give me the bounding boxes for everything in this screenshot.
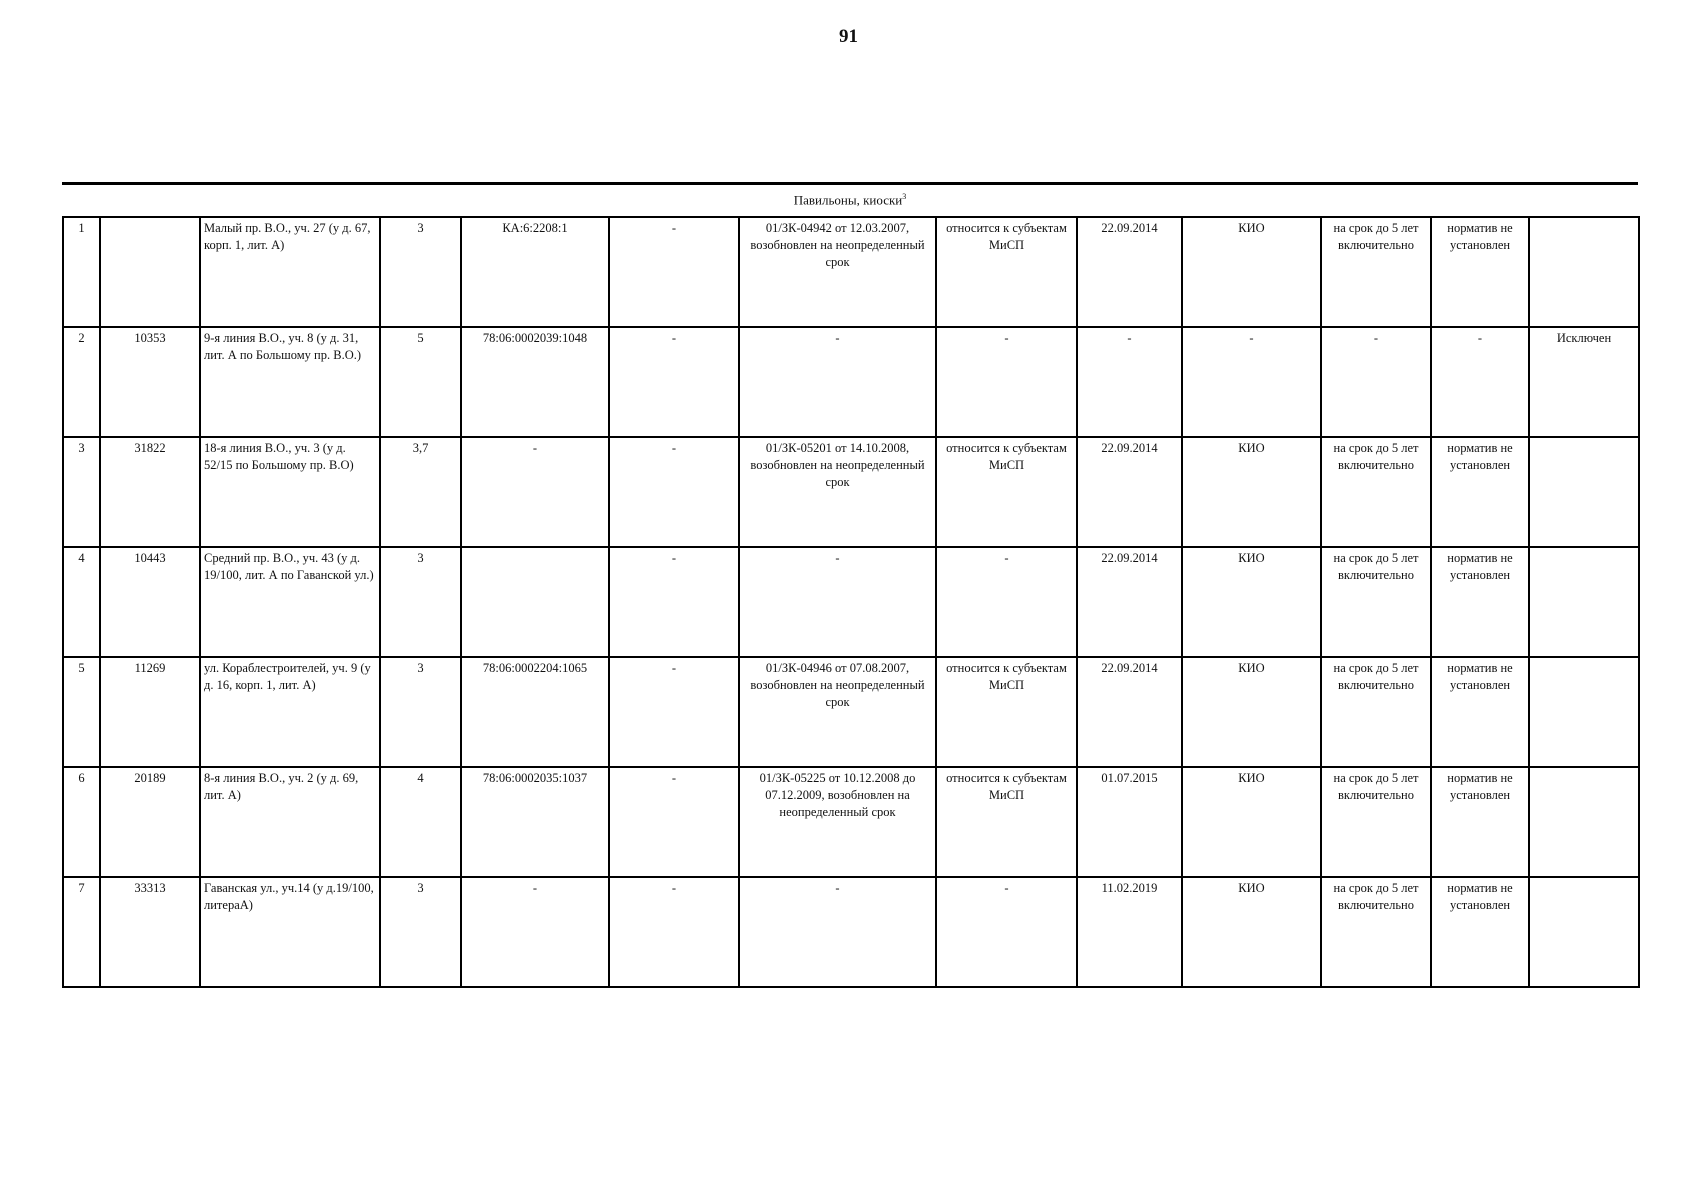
row-number-cell: 5 bbox=[63, 657, 100, 767]
cadastral-number-cell: 78:06:0002039:1048 bbox=[461, 327, 609, 437]
row-number-cell: 2 bbox=[63, 327, 100, 437]
term-cell: на срок до 5 лет включительно bbox=[1321, 767, 1431, 877]
norm-cell: норматив не установлен bbox=[1431, 877, 1529, 987]
address-cell: 9-я линия В.О., уч. 8 (у д. 31, лит. А по Большому пр. В.О.) bbox=[200, 327, 380, 437]
msp-status-cell: - bbox=[936, 327, 1077, 437]
address-cell: ул. Кораблестроителей, уч. 9 (у д. 16, корп. 1, лит. А) bbox=[200, 657, 380, 767]
contract-cell: 01/ЗК-05225 от 10.12.2008 до 07.12.2009, возобновлен на неопределенный срок bbox=[739, 767, 936, 877]
row-number-cell: 3 bbox=[63, 437, 100, 547]
address-cell: 8-я линия В.О., уч. 2 (у д. 69, лит. А) bbox=[200, 767, 380, 877]
page-number: 91 bbox=[839, 26, 858, 47]
norm-cell: норматив не установлен bbox=[1431, 657, 1529, 767]
section-title bbox=[62, 192, 1638, 208]
table-row bbox=[63, 657, 1639, 767]
msp-status-cell: относится к субъектам МиСП bbox=[936, 767, 1077, 877]
norm-cell: норматив не установлен bbox=[1431, 437, 1529, 547]
section-title-footnote: 3 bbox=[902, 192, 907, 201]
authority-cell: КИО bbox=[1182, 437, 1321, 547]
contract-cell: - bbox=[739, 547, 936, 657]
term-cell: на срок до 5 лет включительно bbox=[1321, 217, 1431, 327]
address-cell: Средний пр. В.О., уч. 43 (у д. 19/100, лит. А по Гаванской ул.) bbox=[200, 547, 380, 657]
msp-status-cell: относится к субъектам МиСП bbox=[936, 657, 1077, 767]
note-cell bbox=[1529, 877, 1639, 987]
inclusion-date-cell: 01.07.2015 bbox=[1077, 767, 1182, 877]
registry-id-cell: 33313 bbox=[100, 877, 200, 987]
norm-cell: - bbox=[1431, 327, 1529, 437]
note-cell: Исключен bbox=[1529, 327, 1639, 437]
table-row bbox=[63, 547, 1639, 657]
address-cell: Малый пр. В.О., уч. 27 (у д. 67, корп. 1, лит. А) bbox=[200, 217, 380, 327]
msp-status-cell: относится к субъектам МиСП bbox=[936, 437, 1077, 547]
area-cell: 3 bbox=[380, 217, 461, 327]
note-cell bbox=[1529, 657, 1639, 767]
registry-id-cell: 20189 bbox=[100, 767, 200, 877]
extra-cell: - bbox=[609, 327, 739, 437]
authority-cell: КИО bbox=[1182, 217, 1321, 327]
contract-cell: 01/ЗК-04946 от 07.08.2007, возобновлен на неопределенный срок bbox=[739, 657, 936, 767]
term-cell: - bbox=[1321, 327, 1431, 437]
section-title-text: Павильоны, киоски bbox=[793, 192, 903, 208]
note-cell bbox=[1529, 217, 1639, 327]
table-row bbox=[63, 877, 1639, 987]
msp-status-cell: - bbox=[936, 547, 1077, 657]
extra-cell: - bbox=[609, 437, 739, 547]
registry-id-cell: 11269 bbox=[100, 657, 200, 767]
inclusion-date-cell: - bbox=[1077, 327, 1182, 437]
term-cell: на срок до 5 лет включительно bbox=[1321, 877, 1431, 987]
note-cell bbox=[1529, 437, 1639, 547]
inclusion-date-cell: 22.09.2014 bbox=[1077, 437, 1182, 547]
cadastral-number-cell: КА:6:2208:1 bbox=[461, 217, 609, 327]
area-cell: 5 bbox=[380, 327, 461, 437]
table-row bbox=[63, 327, 1639, 437]
term-cell: на срок до 5 лет включительно bbox=[1321, 657, 1431, 767]
authority-cell: - bbox=[1182, 327, 1321, 437]
cadastral-number-cell bbox=[461, 547, 609, 657]
cadastral-number-cell: 78:06:0002204:1065 bbox=[461, 657, 609, 767]
table-row bbox=[63, 437, 1639, 547]
extra-cell: - bbox=[609, 547, 739, 657]
extra-cell: - bbox=[609, 767, 739, 877]
inclusion-date-cell: 22.09.2014 bbox=[1077, 217, 1182, 327]
cadastral-number-cell: 78:06:0002035:1037 bbox=[461, 767, 609, 877]
registry-id-cell bbox=[100, 217, 200, 327]
extra-cell: - bbox=[609, 877, 739, 987]
authority-cell: КИО bbox=[1182, 767, 1321, 877]
address-cell: Гаванская ул., уч.14 (у д.19/100, литераА) bbox=[200, 877, 380, 987]
row-number-cell: 7 bbox=[63, 877, 100, 987]
row-number-cell: 4 bbox=[63, 547, 100, 657]
msp-status-cell: - bbox=[936, 877, 1077, 987]
address-cell: 18-я линия В.О., уч. 3 (у д. 52/15 по Большому пр. В.О) bbox=[200, 437, 380, 547]
header-divider bbox=[62, 182, 1638, 185]
inclusion-date-cell: 11.02.2019 bbox=[1077, 877, 1182, 987]
table-row bbox=[63, 767, 1639, 877]
row-number-cell: 1 bbox=[63, 217, 100, 327]
contract-cell: - bbox=[739, 327, 936, 437]
inclusion-date-cell: 22.09.2014 bbox=[1077, 547, 1182, 657]
authority-cell: КИО bbox=[1182, 877, 1321, 987]
cadastral-number-cell: - bbox=[461, 437, 609, 547]
note-cell bbox=[1529, 767, 1639, 877]
norm-cell: норматив не установлен bbox=[1431, 767, 1529, 877]
extra-cell: - bbox=[609, 657, 739, 767]
area-cell: 3,7 bbox=[380, 437, 461, 547]
area-cell: 3 bbox=[380, 547, 461, 657]
contract-cell: - bbox=[739, 877, 936, 987]
table-row bbox=[63, 217, 1639, 327]
extra-cell: - bbox=[609, 217, 739, 327]
cadastral-number-cell: - bbox=[461, 877, 609, 987]
registry-table-body bbox=[63, 217, 1639, 987]
term-cell: на срок до 5 лет включительно bbox=[1321, 437, 1431, 547]
area-cell: 3 bbox=[380, 657, 461, 767]
contract-cell: 01/ЗК-05201 от 14.10.2008, возобновлен на неопределенный срок bbox=[739, 437, 936, 547]
registry-id-cell: 10443 bbox=[100, 547, 200, 657]
term-cell: на срок до 5 лет включительно bbox=[1321, 547, 1431, 657]
msp-status-cell: относится к субъектам МиСП bbox=[936, 217, 1077, 327]
registry-id-cell: 31822 bbox=[100, 437, 200, 547]
norm-cell: норматив не установлен bbox=[1431, 547, 1529, 657]
area-cell: 4 bbox=[380, 767, 461, 877]
norm-cell: норматив не установлен bbox=[1431, 217, 1529, 327]
area-cell: 3 bbox=[380, 877, 461, 987]
contract-cell: 01/ЗК-04942 от 12.03.2007, возобновлен на неопределенный срок bbox=[739, 217, 936, 327]
authority-cell: КИО bbox=[1182, 657, 1321, 767]
authority-cell: КИО bbox=[1182, 547, 1321, 657]
registry-id-cell: 10353 bbox=[100, 327, 200, 437]
note-cell bbox=[1529, 547, 1639, 657]
inclusion-date-cell: 22.09.2014 bbox=[1077, 657, 1182, 767]
registry-table bbox=[62, 216, 1640, 988]
row-number-cell: 6 bbox=[63, 767, 100, 877]
